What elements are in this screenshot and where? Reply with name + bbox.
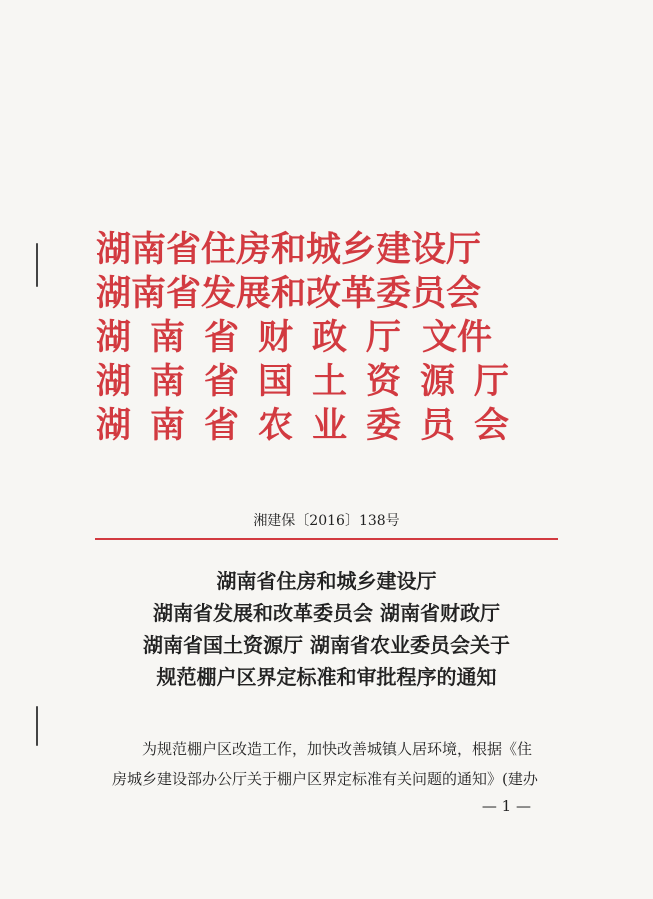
issuer-header bbox=[96, 228, 528, 448]
issuer-line-development bbox=[96, 272, 528, 316]
issuer-agriculture: 湖南省农业委员会 bbox=[96, 406, 529, 446]
document-number bbox=[0, 510, 653, 530]
title-line-2: 湖南省发展和改革委员会 湖南省财政厅 bbox=[153, 601, 500, 625]
document-title bbox=[0, 565, 653, 693]
title-line-4: 规范棚户区界定标准和审批程序的通知 bbox=[156, 665, 497, 689]
title-line-3: 湖南省国土资源厅 湖南省农业委员会关于 bbox=[143, 633, 510, 657]
issuer-line-land bbox=[96, 360, 528, 404]
bleed-through-text bbox=[95, 126, 593, 143]
issuer-land: 湖南省国土资源厅 bbox=[96, 362, 529, 402]
body-text bbox=[112, 734, 553, 794]
document-number-text: 湘建保〔2016〕138号 bbox=[253, 513, 400, 529]
issuer-housing: 湖南省住房和城乡建设厅 bbox=[96, 230, 482, 270]
page-number: — 1 — bbox=[481, 797, 531, 815]
issuer-line-housing bbox=[96, 228, 528, 272]
document-marker: 文件 bbox=[422, 318, 493, 358]
issuer-development: 湖南省发展和改革委员会 bbox=[96, 274, 482, 314]
issuer-line-agriculture bbox=[96, 404, 528, 448]
binding-hole-bottom bbox=[36, 706, 38, 746]
title-line-1: 湖南省住房和城乡建设厅 bbox=[216, 569, 437, 593]
body-line-1: 为规范棚户区改造工作，加快改善城镇人居环境，根据《住 bbox=[142, 740, 533, 758]
binding-hole-top bbox=[36, 243, 38, 287]
issuer-finance: 湖南省财政厅 bbox=[96, 318, 421, 358]
issuer-line-finance bbox=[96, 316, 528, 360]
body-line-2: 房城乡建设部办公厅关于棚户区界定标准有关问题的通知》(建办 bbox=[112, 770, 538, 788]
red-separator-line bbox=[95, 538, 558, 540]
